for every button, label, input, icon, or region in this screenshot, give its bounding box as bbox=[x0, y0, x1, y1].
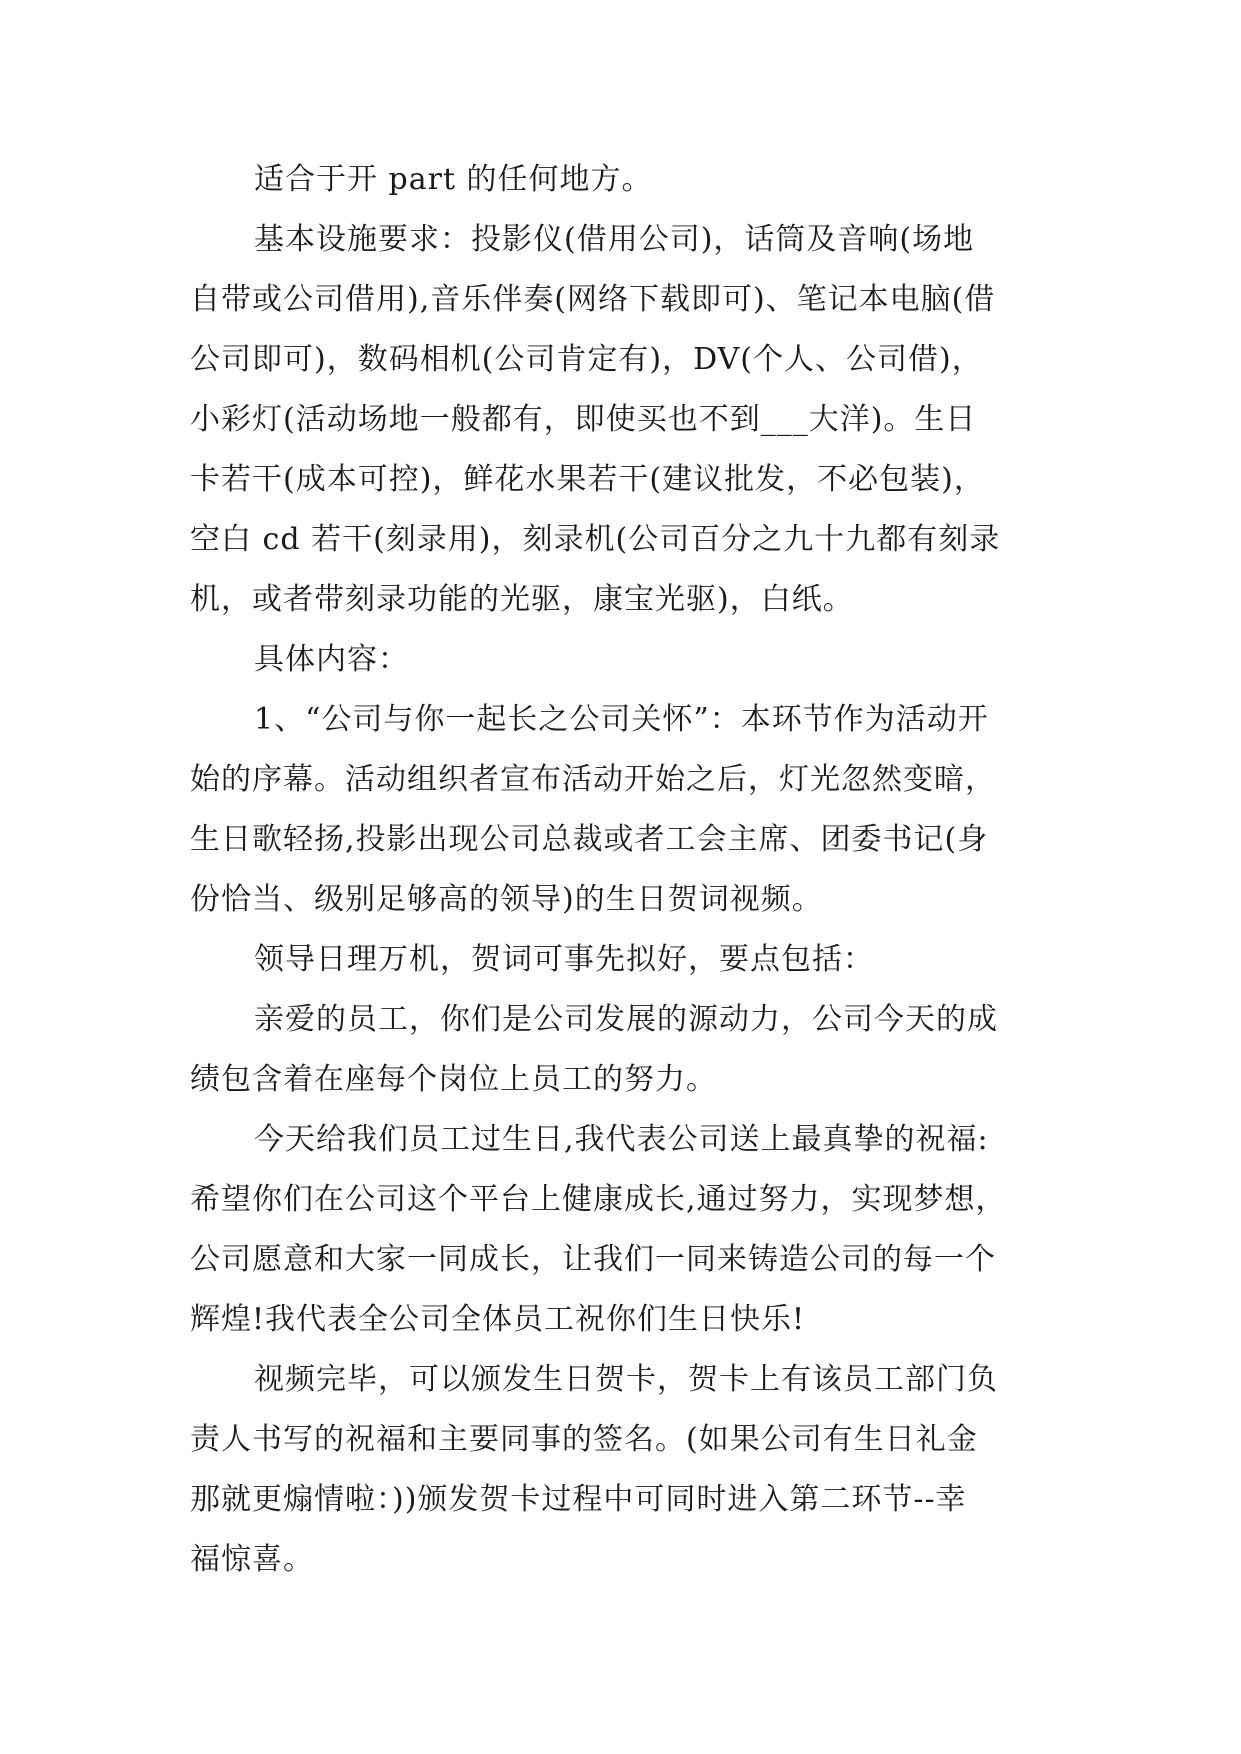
text-line: 今天给我们员工过生日,我代表公司送上最真挚的祝福: bbox=[254, 1122, 989, 1157]
text-line: 责人书写的祝福和主要同事的签名。(如果公司有生日礼金 bbox=[190, 1422, 978, 1457]
text-line: 公司即可)，数码相机(公司肯定有)，DV(个人、公司借)， bbox=[190, 342, 983, 377]
text-line: 辉煌!我代表全公司全体员工祝你们生日快乐! bbox=[190, 1302, 806, 1337]
text-line: 具体内容： bbox=[254, 642, 409, 677]
text-line: 基本设施要求：投影仪(借用公司)，话筒及音响(场地 bbox=[254, 222, 975, 257]
text-line: 视频完毕，可以颁发生日贺卡，贺卡上有该员工部门负 bbox=[254, 1362, 998, 1397]
text-line: 生日歌轻扬,投影出现公司总裁或者工会主席、团委书记(身 bbox=[190, 822, 989, 857]
text-line: 机，或者带刻录功能的光驱，康宝光驱)，白纸。 bbox=[190, 582, 854, 617]
text-line: 始的序幕。活动组织者宣布活动开始之后，灯光忽然变暗， bbox=[190, 762, 996, 797]
text-line: 份恰当、级别足够高的领导)的生日贺词视频。 bbox=[190, 882, 823, 917]
text-line: 卡若干(成本可控)，鲜花水果若干(建议批发，不必包装)， bbox=[190, 462, 985, 497]
paragraph-greeting-body-2 bbox=[190, 1110, 1060, 1350]
text-line: 那就更煽情啦：))颁发贺卡过程中可同时进入第二环节--幸 bbox=[190, 1482, 967, 1517]
text-line: 亲爱的员工，你们是公司发展的源动力，公司今天的成 bbox=[254, 1002, 998, 1037]
paragraph-content-heading bbox=[190, 630, 1060, 690]
paragraph-greeting-intro bbox=[190, 930, 1060, 990]
text-line: 1、“公司与你一起长之公司关怀”：本环节作为活动开 bbox=[254, 702, 989, 737]
text-line: 适合于开 part 的任何地方。 bbox=[254, 162, 653, 197]
paragraph-venue bbox=[190, 150, 1060, 210]
text-line: 自带或公司借用),音乐伴奏(网络下载即可)、笔记本电脑(借 bbox=[190, 282, 996, 317]
text-line: 空白 cd 若干(刻录用)，刻录机(公司百分之九十九都有刻录 bbox=[190, 522, 1001, 557]
text-line: 希望你们在公司这个平台上健康成长,通过努力，实现梦想， bbox=[190, 1182, 1007, 1217]
paragraph-card-distribution bbox=[190, 1350, 1060, 1590]
document-body bbox=[190, 150, 1060, 1590]
paragraph-facility-requirements bbox=[190, 210, 1060, 630]
text-line: 小彩灯(活动场地一般都有，即使买也不到___大洋)。生日 bbox=[190, 402, 977, 437]
text-line: 福惊喜。 bbox=[190, 1542, 314, 1577]
text-line: 绩包含着在座每个岗位上员工的努力。 bbox=[190, 1062, 717, 1097]
paragraph-section-one bbox=[190, 690, 1060, 930]
paragraph-greeting-body-1 bbox=[190, 990, 1060, 1110]
text-line: 领导日理万机，贺词可事先拟好，要点包括： bbox=[254, 942, 874, 977]
text-line: 公司愿意和大家一同成长，让我们一同来铸造公司的每一个 bbox=[190, 1242, 996, 1277]
